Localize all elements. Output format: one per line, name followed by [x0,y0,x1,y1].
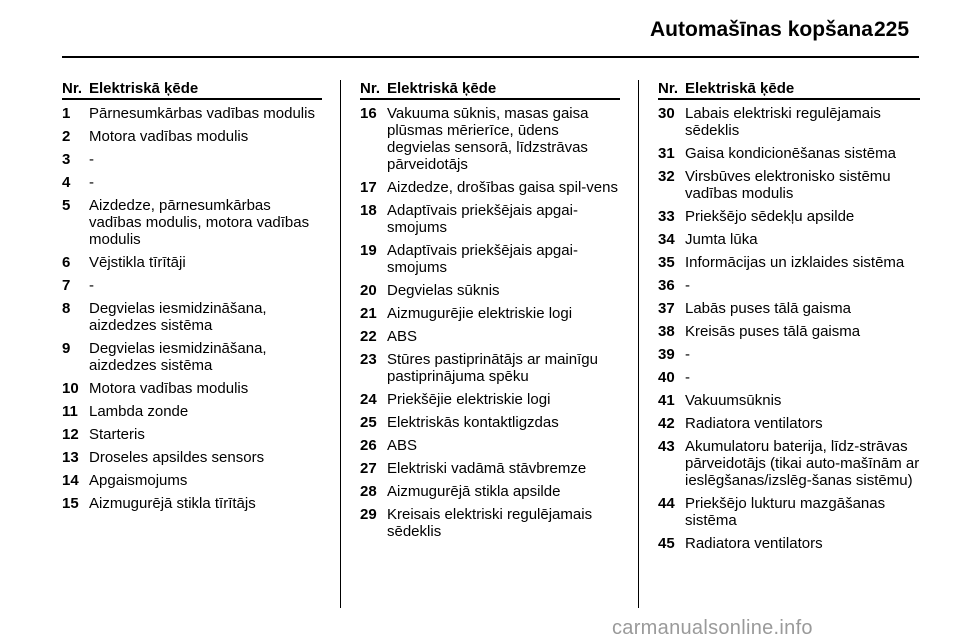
table-row [658,208,920,225]
fuse-number: 30 [658,105,675,122]
table-row [62,151,322,168]
table-row [658,145,920,162]
fuse-number: 33 [658,208,675,225]
circuit-description: Adaptīvais priekšējais apgai-smojums [387,242,578,276]
fuse-number: 45 [658,535,675,552]
fuse-number: 4 [62,174,71,191]
table-row [62,254,322,271]
table-row [360,305,620,322]
fuse-table-column-1 [62,80,322,518]
circuit-description: Jumta lūka [685,231,758,248]
table-header [360,80,620,100]
table-row [360,506,620,540]
circuit-description: ABS [387,437,418,454]
circuit-description: Aizdedze, pārnesumkārbas vadības modulis, motora vadības modulis [89,197,310,248]
circuit-description: Pārnesumkārbas vadības modulis [89,105,315,122]
fuse-number: 24 [360,391,377,408]
fuse-number: 21 [360,305,377,322]
circuit-description: Aizdedze, drošības gaisa spil-vens [387,179,618,196]
fuse-number: 37 [658,300,675,317]
header-label: Elektriskā ķēde [387,80,497,97]
fuse-number: 11 [62,403,78,420]
circuit-description: Labais elektriski regulējamais sēdeklis [685,105,881,139]
fuse-number: 2 [62,128,71,145]
fuse-number: 7 [62,277,71,294]
table-row [360,105,620,173]
circuit-description: Degvielas iesmidzināšana, aizdedzes sistēma [89,300,267,334]
table-header [62,80,322,100]
page-header [0,0,960,60]
table-row [62,426,322,443]
table-row [658,369,920,386]
table-row [62,472,322,489]
table-header [658,80,920,100]
table-rows [360,105,620,540]
table-row [658,535,920,552]
fuse-number: 6 [62,254,71,271]
fuse-number: 38 [658,323,675,340]
fuse-number: 15 [62,495,79,512]
fuse-number: 26 [360,437,377,454]
fuse-number: 44 [658,495,675,512]
fuse-number: 40 [658,369,675,386]
table-row [658,323,920,340]
circuit-description: Elektriski vadāmā stāvbremze [387,460,587,477]
circuit-description: Degvielas sūknis [387,282,500,299]
header-nr: Nr. [658,80,679,97]
fuse-table-column-3 [658,80,920,558]
table-row [658,300,920,317]
circuit-description: Vakuumsūknis [685,392,782,409]
table-row [62,495,322,512]
table-row [62,128,322,145]
table-row [658,346,920,363]
fuse-number: 8 [62,300,71,317]
fuse-number: 39 [658,346,675,363]
fuse-number: 27 [360,460,377,477]
page-number: 225 [874,18,910,41]
fuse-number: 22 [360,328,377,345]
circuit-description: - [685,277,690,294]
circuit-description: Apgaismojums [89,472,188,489]
table-row [62,277,322,294]
table-rows [62,105,322,512]
circuit-description: Gaisa kondicionēšanas sistēma [685,145,896,162]
table-row [658,254,920,271]
fuse-number: 31 [658,145,675,162]
watermark: carmanualsonline.info [612,617,813,639]
header-label: Elektriskā ķēde [685,80,795,97]
table-row [62,380,322,397]
circuit-description: ABS [387,328,418,345]
table-row [62,449,322,466]
circuit-description: Vakuuma sūknis, masas gaisa plūsmas mērierīce, ūdens degvielas sensorā, līdzstrāvas pārveidotājs [387,105,589,173]
circuit-description: Vējstikla tīrītāji [89,254,186,271]
circuit-description: Motora vadības modulis [89,380,249,397]
header-label: Elektriskā ķēde [89,80,199,97]
fuse-number: 20 [360,282,377,299]
table-row [360,328,620,345]
fuse-number: 14 [62,472,79,489]
circuit-description: Starteris [89,426,145,443]
circuit-description: Stūres pastiprinātājs ar mainīgu pastiprinājuma spēku [387,351,598,385]
circuit-description: Degvielas iesmidzināšana, aizdedzes sistēma [89,340,267,374]
fuse-number: 16 [360,105,377,122]
circuit-description: Priekšējo lukturu mazgāšanas sistēma [685,495,886,529]
circuit-description: Kreisās puses tālā gaisma [685,323,861,340]
circuit-description: Motora vadības modulis [89,128,249,145]
column-divider [340,80,341,608]
table-row [360,351,620,385]
fuse-table-column-2 [360,80,620,546]
page-title: Automašīnas kopšana [650,18,873,41]
fuse-number: 5 [62,197,71,214]
table-row [658,105,920,139]
circuit-description: Radiatora ventilators [685,415,823,432]
table-row [360,414,620,431]
fuse-number: 13 [62,449,79,466]
table-row [62,174,322,191]
fuse-number: 18 [360,202,377,219]
circuit-description: Aizmugurējā stikla tīrītājs [89,495,256,512]
fuse-number: 35 [658,254,675,271]
fuse-number: 29 [360,506,377,523]
table-row [360,242,620,276]
table-row [658,438,920,489]
circuit-description: Aizmugurējie elektriskie logi [387,305,573,322]
circuit-description: - [685,346,690,363]
header-divider [62,56,919,58]
fuse-number: 36 [658,277,675,294]
table-row [658,415,920,432]
circuit-description: Lambda zonde [89,403,189,420]
fuse-number: 32 [658,168,675,185]
fuse-number: 23 [360,351,377,368]
table-row [658,277,920,294]
circuit-description: Priekšējo sēdekļu apsilde [685,208,855,225]
fuse-number: 43 [658,438,675,455]
table-row [360,437,620,454]
circuit-description: - [89,151,94,168]
table-row [360,460,620,477]
table-rows [658,105,920,552]
fuse-number: 1 [62,105,71,122]
circuit-description: Elektriskās kontaktligzdas [387,414,559,431]
table-row [62,340,322,374]
fuse-number: 41 [658,392,675,409]
circuit-description: Aizmugurējā stikla apsilde [387,483,561,500]
fuse-number: 25 [360,414,377,431]
table-row [658,495,920,529]
circuit-description: Priekšējie elektriskie logi [387,391,551,408]
fuse-number: 28 [360,483,377,500]
circuit-description: Akumulatoru baterija, līdz-strāvas pārveidotājs (tikai auto-mašīnām ar ieslēgšanas/izslēg-šanas sistēmu) [685,438,920,489]
fuse-number: 12 [62,426,79,443]
circuit-description: - [685,369,690,386]
circuit-description: Droseles apsildes sensors [89,449,265,466]
table-row [62,105,322,122]
circuit-description: Virsbūves elektronisko sistēmu vadības modulis [685,168,891,202]
table-row [658,392,920,409]
circuit-description: Informācijas un izklaides sistēma [685,254,905,271]
circuit-description: Adaptīvais priekšējais apgai-smojums [387,202,578,236]
fuse-number: 17 [360,179,377,196]
fuse-number: 19 [360,242,377,259]
table-row [360,391,620,408]
fuse-number: 42 [658,415,675,432]
table-row [360,282,620,299]
table-row [360,202,620,236]
fuse-number: 10 [62,380,79,397]
fuse-number: 3 [62,151,71,168]
circuit-description: Kreisais elektriski regulējamais sēdeklis [387,506,593,540]
circuit-description: - [89,277,94,294]
table-row [62,300,322,334]
table-row [360,483,620,500]
column-divider [638,80,639,608]
circuit-description: Labās puses tālā gaisma [685,300,851,317]
table-row [62,403,322,420]
table-row [658,168,920,202]
circuit-description: Radiatora ventilators [685,535,823,552]
circuit-description: - [89,174,94,191]
table-row [360,179,620,196]
table-row [658,231,920,248]
header-nr: Nr. [62,80,83,97]
table-row [62,197,322,248]
fuse-number: 34 [658,231,675,248]
header-nr: Nr. [360,80,381,97]
fuse-number: 9 [62,340,71,357]
